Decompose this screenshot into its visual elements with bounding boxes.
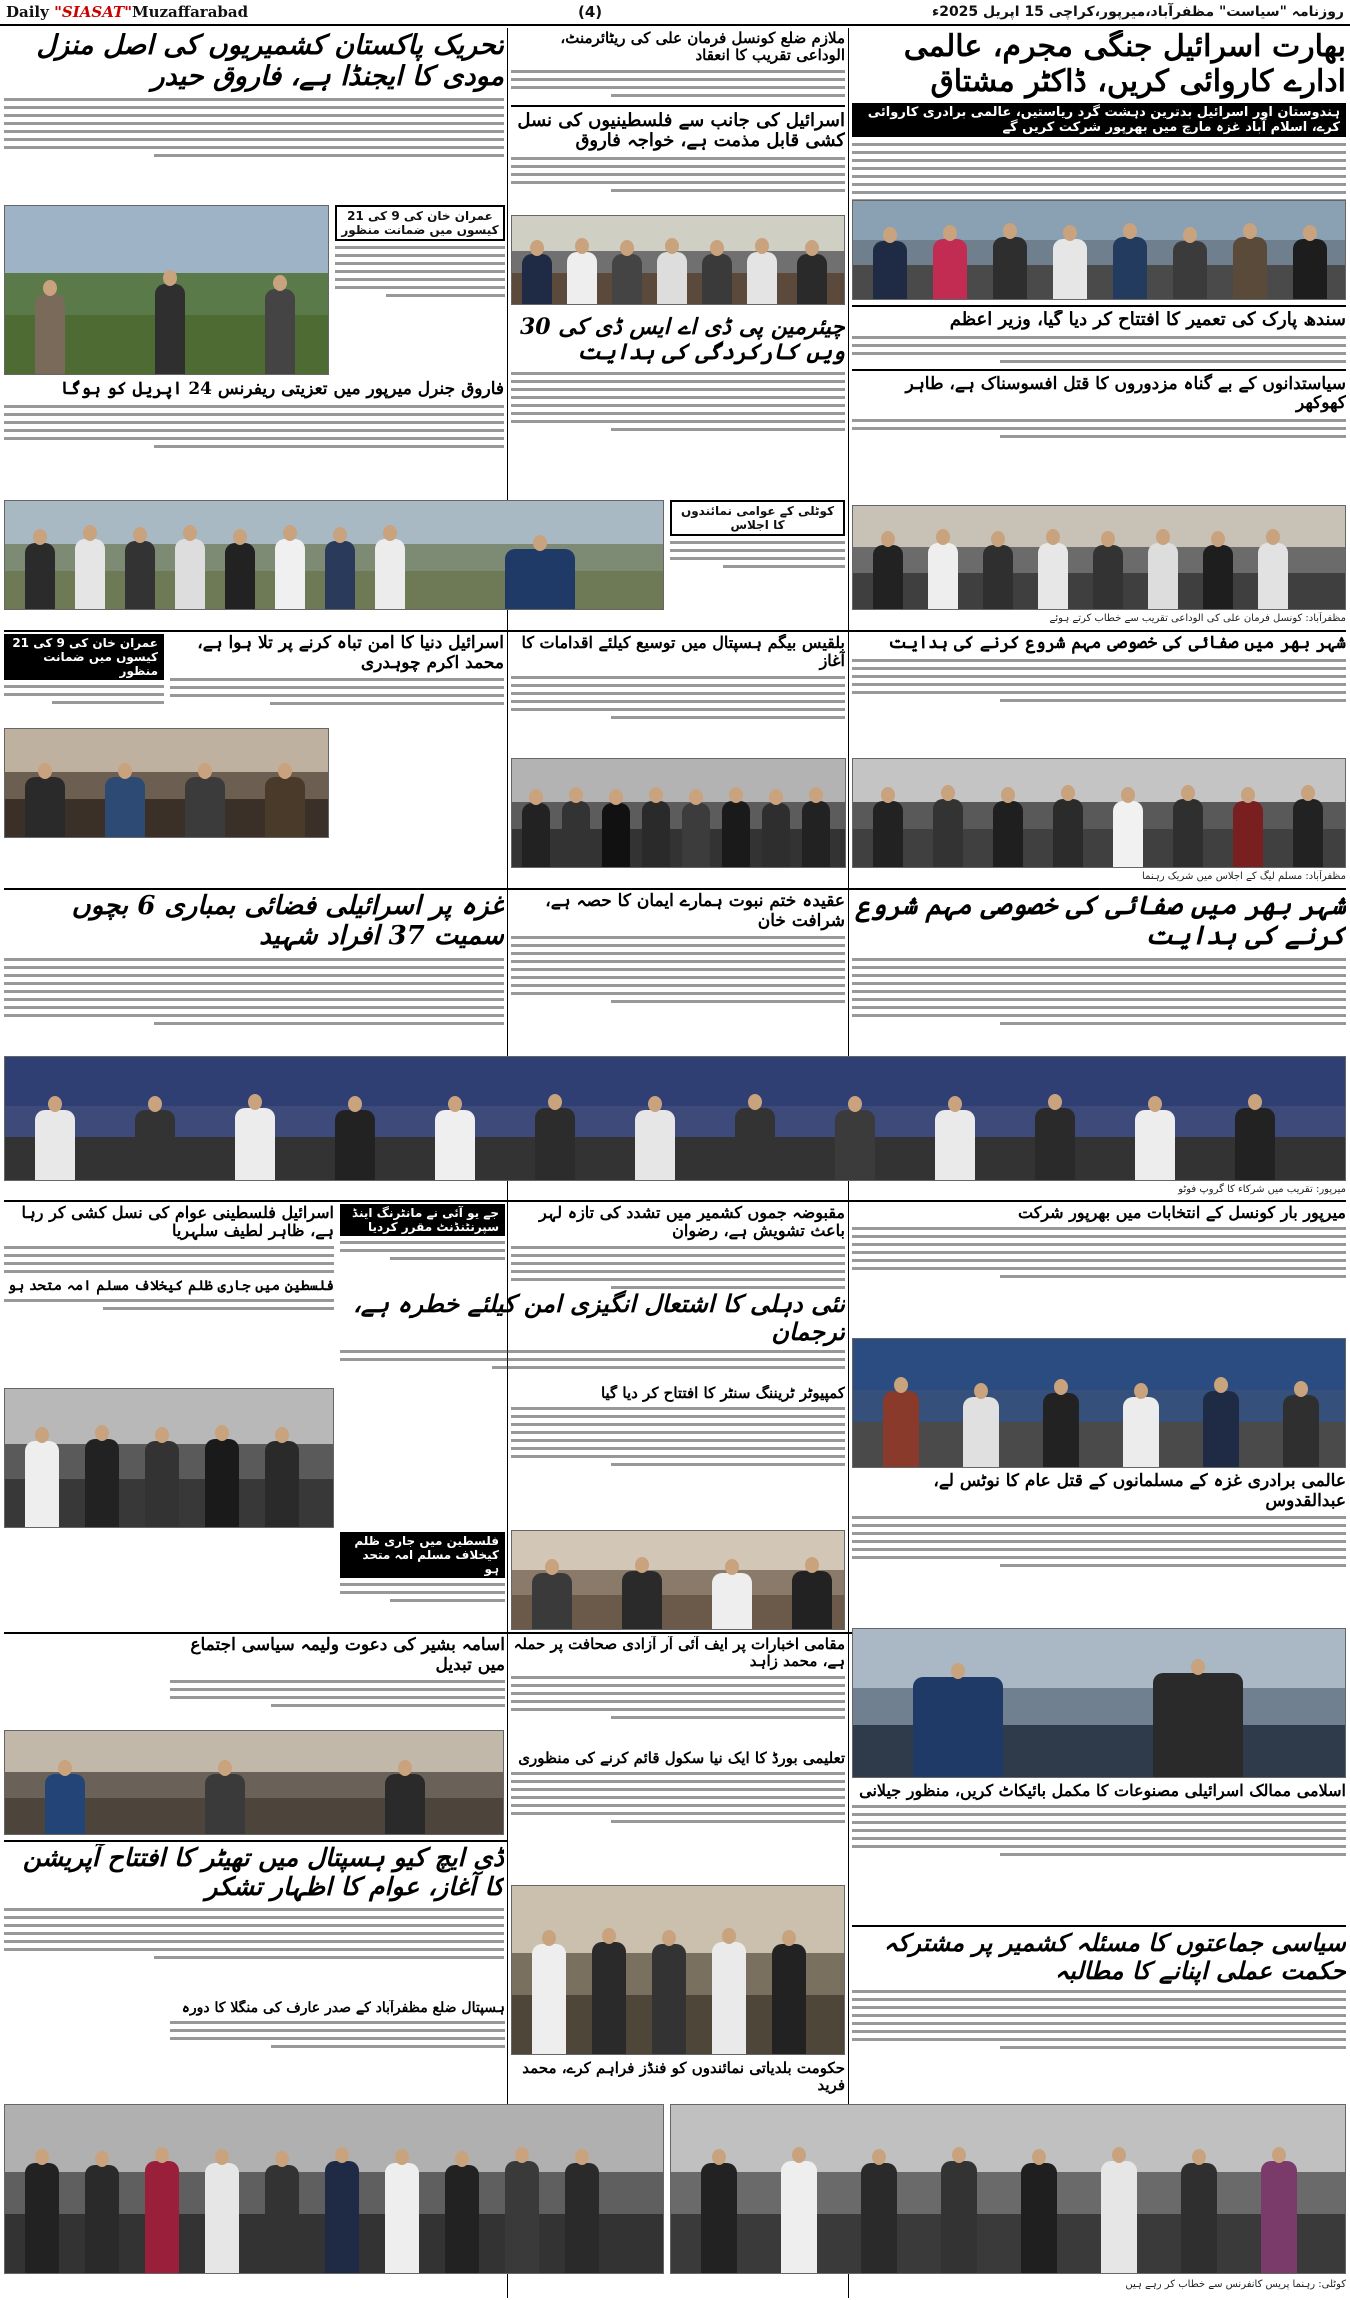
headline: تعلیمی بورڈ کا ایک نیا سکول قائم کرنے کی منظوری [518, 1750, 845, 1767]
headline: ہسپتال ضلع مظفرآباد کے صدر عارف کی منگلا کا دورہ [181, 2000, 505, 2016]
headline: شہر بھر میں صفائی کی خصوصی مہم شروع کرنے کی ہدایت [888, 634, 1346, 653]
headline: چیئرمین پی ڈی اے ایس ڈی کی 30 ویں کارکردگی کی ہدایت [519, 315, 845, 366]
story-top-center [511, 30, 845, 230]
section-rule [852, 305, 1346, 307]
article-body [852, 958, 1346, 1025]
story-media [511, 1636, 845, 1746]
brief-headline: جے یو آئی نے مانٹرنگ اینڈ سپرنٹنڈنٹ مقرر کردیا [340, 1204, 505, 1236]
story-sindh [852, 310, 1346, 500]
story-row5-box [340, 1204, 505, 1284]
section-rule [4, 1200, 1346, 1202]
story-lead2-left [4, 892, 504, 1052]
story-dhq [4, 1844, 504, 1994]
headline: اسلامی ممالک اسرائیلی مصنوعات کا مکمل بائیکاٹ کریں، منظور جیلانی [859, 1782, 1346, 1800]
article-body [511, 1246, 845, 1289]
story-bottom-right2 [852, 1929, 1346, 2099]
story-kashmir [340, 1290, 845, 1380]
news-photo [852, 505, 1346, 610]
article-body [170, 1680, 505, 1707]
news-photo [4, 205, 329, 375]
news-photo [4, 1388, 334, 1528]
photo-caption: مظفرآباد: کونسل فرمان علی کی الوداعی تقریب سے خطاب کرتے ہوئے [1049, 613, 1346, 624]
article-body [4, 685, 164, 704]
story-brief [4, 634, 164, 724]
story-bottom-right [852, 1472, 1346, 1622]
story-lead2-center [511, 892, 845, 1052]
brief-headline: عمران خان کی 9 کی 21 کیسوں میں ضمانت منظور [4, 634, 164, 680]
headline: مقامی اخبارات پر ایف آئی آر آزادی صحافت پر حملہ ہے، محمد زاہد [513, 1636, 845, 1671]
news-photo [511, 758, 846, 868]
masthead [0, 0, 1350, 26]
photo-caption: کوٹلی: رہنما پریس کانفرنس سے خطاب کر رہے ہیں [1125, 2279, 1346, 2290]
story-school [511, 1750, 845, 1880]
headline: عالمی برادری غزہ کے مسلمانوں کے قتل عام کا نوٹس لے، عبدالقدوس [933, 1472, 1346, 1511]
article-body [4, 1246, 334, 1273]
article-body [511, 1676, 845, 1719]
news-photo [4, 2104, 664, 2274]
article-body [4, 958, 504, 1025]
story-bottom-center2 [511, 2060, 845, 2100]
news-photo [852, 1338, 1346, 1468]
story-bottom-left2 [170, 2000, 505, 2100]
headline: مقبوضہ جموں کشمیر میں تشدد کی تازہ لہر باعث تشویش ہے، رضوان [539, 1204, 845, 1241]
article-body [852, 336, 1346, 363]
headline: ڈی ایچ کیو ہسپتال میں تھیٹر کا افتتاح آپریشن کا آغاز، عوام کا اظہار تشکر [22, 1844, 504, 1901]
article-body [170, 678, 504, 705]
headline: بھارت اسرائیل جنگی مجرم، عالمی ادارے کاروائی کریں، ڈاکٹر مشتاق [903, 30, 1346, 99]
brand-prefix: Daily [6, 3, 49, 21]
section-rule [4, 888, 1346, 890]
news-photo-band [4, 1056, 1346, 1181]
headline: فاروق جنرل میرپور میں تعزیتی ریفرنس 24 اپریل کو ہوگا [61, 380, 504, 399]
news-photo [4, 728, 329, 838]
headline: تحریک پاکستان کشمیریوں کی اصل منزل مودی کا ایجنڈا ہے، فاروق حیدر [36, 30, 504, 93]
story-usama [170, 1636, 505, 1726]
brief-headline: فلسطین میں جاری ظلم کیخلاف مسلم امہ متحد ہو [340, 1532, 505, 1578]
news-photo [670, 2104, 1346, 2274]
headline: اسرائیل فلسطینی عوام کی نسل کشی کر رہا ہے، ظاہر لطیف سلہریا [21, 1204, 334, 1241]
news-photo [852, 1628, 1346, 1778]
news-photo [511, 1530, 845, 1630]
article-body [4, 405, 504, 448]
article-body [4, 1299, 334, 1310]
masthead-dateline: روزنامہ "سیاست" مظفرآباد،میرپور،کراچی 15 اپریل 2025ء [932, 4, 1344, 20]
story-top-left [4, 30, 504, 200]
article-body [852, 1990, 1346, 2049]
story-israel [170, 634, 504, 724]
article-body [852, 1227, 1346, 1278]
article-body [511, 1407, 845, 1466]
story-row5-left [4, 1204, 334, 1334]
headline: ملازم ضلع کونسل فرمان علی کی ریٹائرمنٹ، الوداعی تقریب کا انعقاد [560, 30, 845, 65]
article-body [4, 98, 504, 157]
headline: میرپور بار کونسل کے انتخابات میں بھرپور شرکت [1018, 1204, 1346, 1222]
headline: اسرائیل کی جانب سے فلسطینیوں کی نسل کشی قابل مذمت ہے، خواجہ فاروق [511, 105, 845, 152]
news-photo [852, 758, 1346, 868]
brief-headline: کوٹلی کے عوامی نمائندوں کا اجلاس [670, 500, 845, 536]
photo-caption: میرپور: تقریب میں شرکاء کا گروپ فوٹو [1178, 1184, 1346, 1195]
news-photo [4, 1730, 504, 1835]
subheadline: ہندوستان اور اسرائیل بدترین دہشت گرد ریاستیں، عالمی برادری کاروائی کرے، اسلام آباد غزہ مارچ میں بھرپور شرکت کریں گے [852, 103, 1346, 137]
article-body [852, 1516, 1346, 1567]
headline: اسرائیل دنیا کا امن تباہ کرنے پر تلا ہوا ہے، محمد اکرم چوہدری [197, 634, 504, 673]
headline: کمپیوٹر ٹریننگ سنٹر کا افتتاح کر دیا گیا [600, 1385, 845, 1402]
headline: شہر بھر میں صفائی کی خصوصی مہم شروع کرنے کی ہدایت [856, 892, 1346, 951]
brand-name: "SIASAT" [54, 3, 133, 21]
article-body [852, 419, 1346, 438]
news-photo [511, 215, 845, 305]
article-body [511, 936, 845, 1003]
article-body [852, 659, 1346, 702]
section-rule [852, 1925, 1346, 1927]
story-bottom-center [511, 1385, 845, 1525]
article-body [511, 157, 845, 192]
headline: سندھ پارک کی تعمیر کا افتتاح کر دیا گیا، وزیر اعظم [949, 310, 1346, 330]
sidebar-briefs [335, 205, 505, 375]
news-photo [511, 1885, 845, 2055]
brand-city: Muzaffarabad [132, 3, 249, 21]
article-body [852, 1805, 1346, 1856]
news-photo [4, 500, 664, 610]
headline: نئی دہلی کا اشتعال انگیزی امن کیلئے خطرہ ہے، ترجمان [353, 1290, 845, 1346]
article-body [335, 246, 505, 297]
masthead-brand [6, 3, 248, 21]
story-madaris [852, 634, 1346, 754]
brief-box [670, 500, 845, 610]
story-islamic [852, 1782, 1346, 1922]
brief-headline: عمران خان کی 9 کی 21 کیسوں میں ضمانت منظور [335, 205, 505, 241]
story-usama-box [340, 1532, 505, 1622]
article-body [340, 1241, 505, 1260]
story-farewell [4, 380, 504, 500]
article-body [511, 70, 845, 97]
article-body [511, 1772, 845, 1823]
photo-caption: مظفرآباد: مسلم لیگ کے اجلاس میں شریک رہنما [1142, 871, 1346, 882]
story-chairman [511, 315, 845, 505]
article-body [340, 1583, 505, 1602]
story-row5-right [852, 1204, 1346, 1334]
section-rule [4, 1840, 508, 1842]
page-number: (4) [578, 3, 603, 21]
headline: عقیدہ ختم نبوت ہمارے ایمان کا حصہ ہے، شرافت خان [545, 892, 845, 931]
story-lead2-right [852, 892, 1346, 1052]
headline: بلقیس بیگم ہسپتال میں توسیع کیلئے اقدامات کا آغاز [521, 634, 845, 671]
article-body [4, 1908, 504, 1959]
article-body [170, 2021, 505, 2048]
article-body [511, 676, 845, 719]
headline: سیاستدانوں کے بے گناہ مزدوروں کا قتل افسوسناک ہے، طاہر کھوکھر [852, 369, 1346, 414]
story-hospital [511, 634, 845, 754]
article-body [670, 541, 845, 568]
news-photo [852, 200, 1346, 300]
headline: فلسطین میں جاری ظلم کیخلاف مسلم امہ متحد ہو [7, 1277, 334, 1294]
headline: اسامہ بشیر کی دعوت ولیمہ سیاسی اجتماع میں تبدیل [190, 1636, 505, 1675]
headline: غزہ پر اسرائیلی فضائی بمباری 6 بچوں سمیت 37 افراد شہید [71, 892, 504, 951]
section-rule [4, 630, 1346, 632]
article-body [511, 372, 845, 431]
article-body [340, 1350, 845, 1369]
headline: حکومت بلدیاتی نمائندوں کو فنڈز فراہم کرے، محمد فرید [522, 2060, 845, 2095]
headline: سیاسی جماعتوں کا مسئلہ کشمیر پر مشترکہ حکمت عملی اپنانے کا مطالبہ [883, 1929, 1346, 1985]
